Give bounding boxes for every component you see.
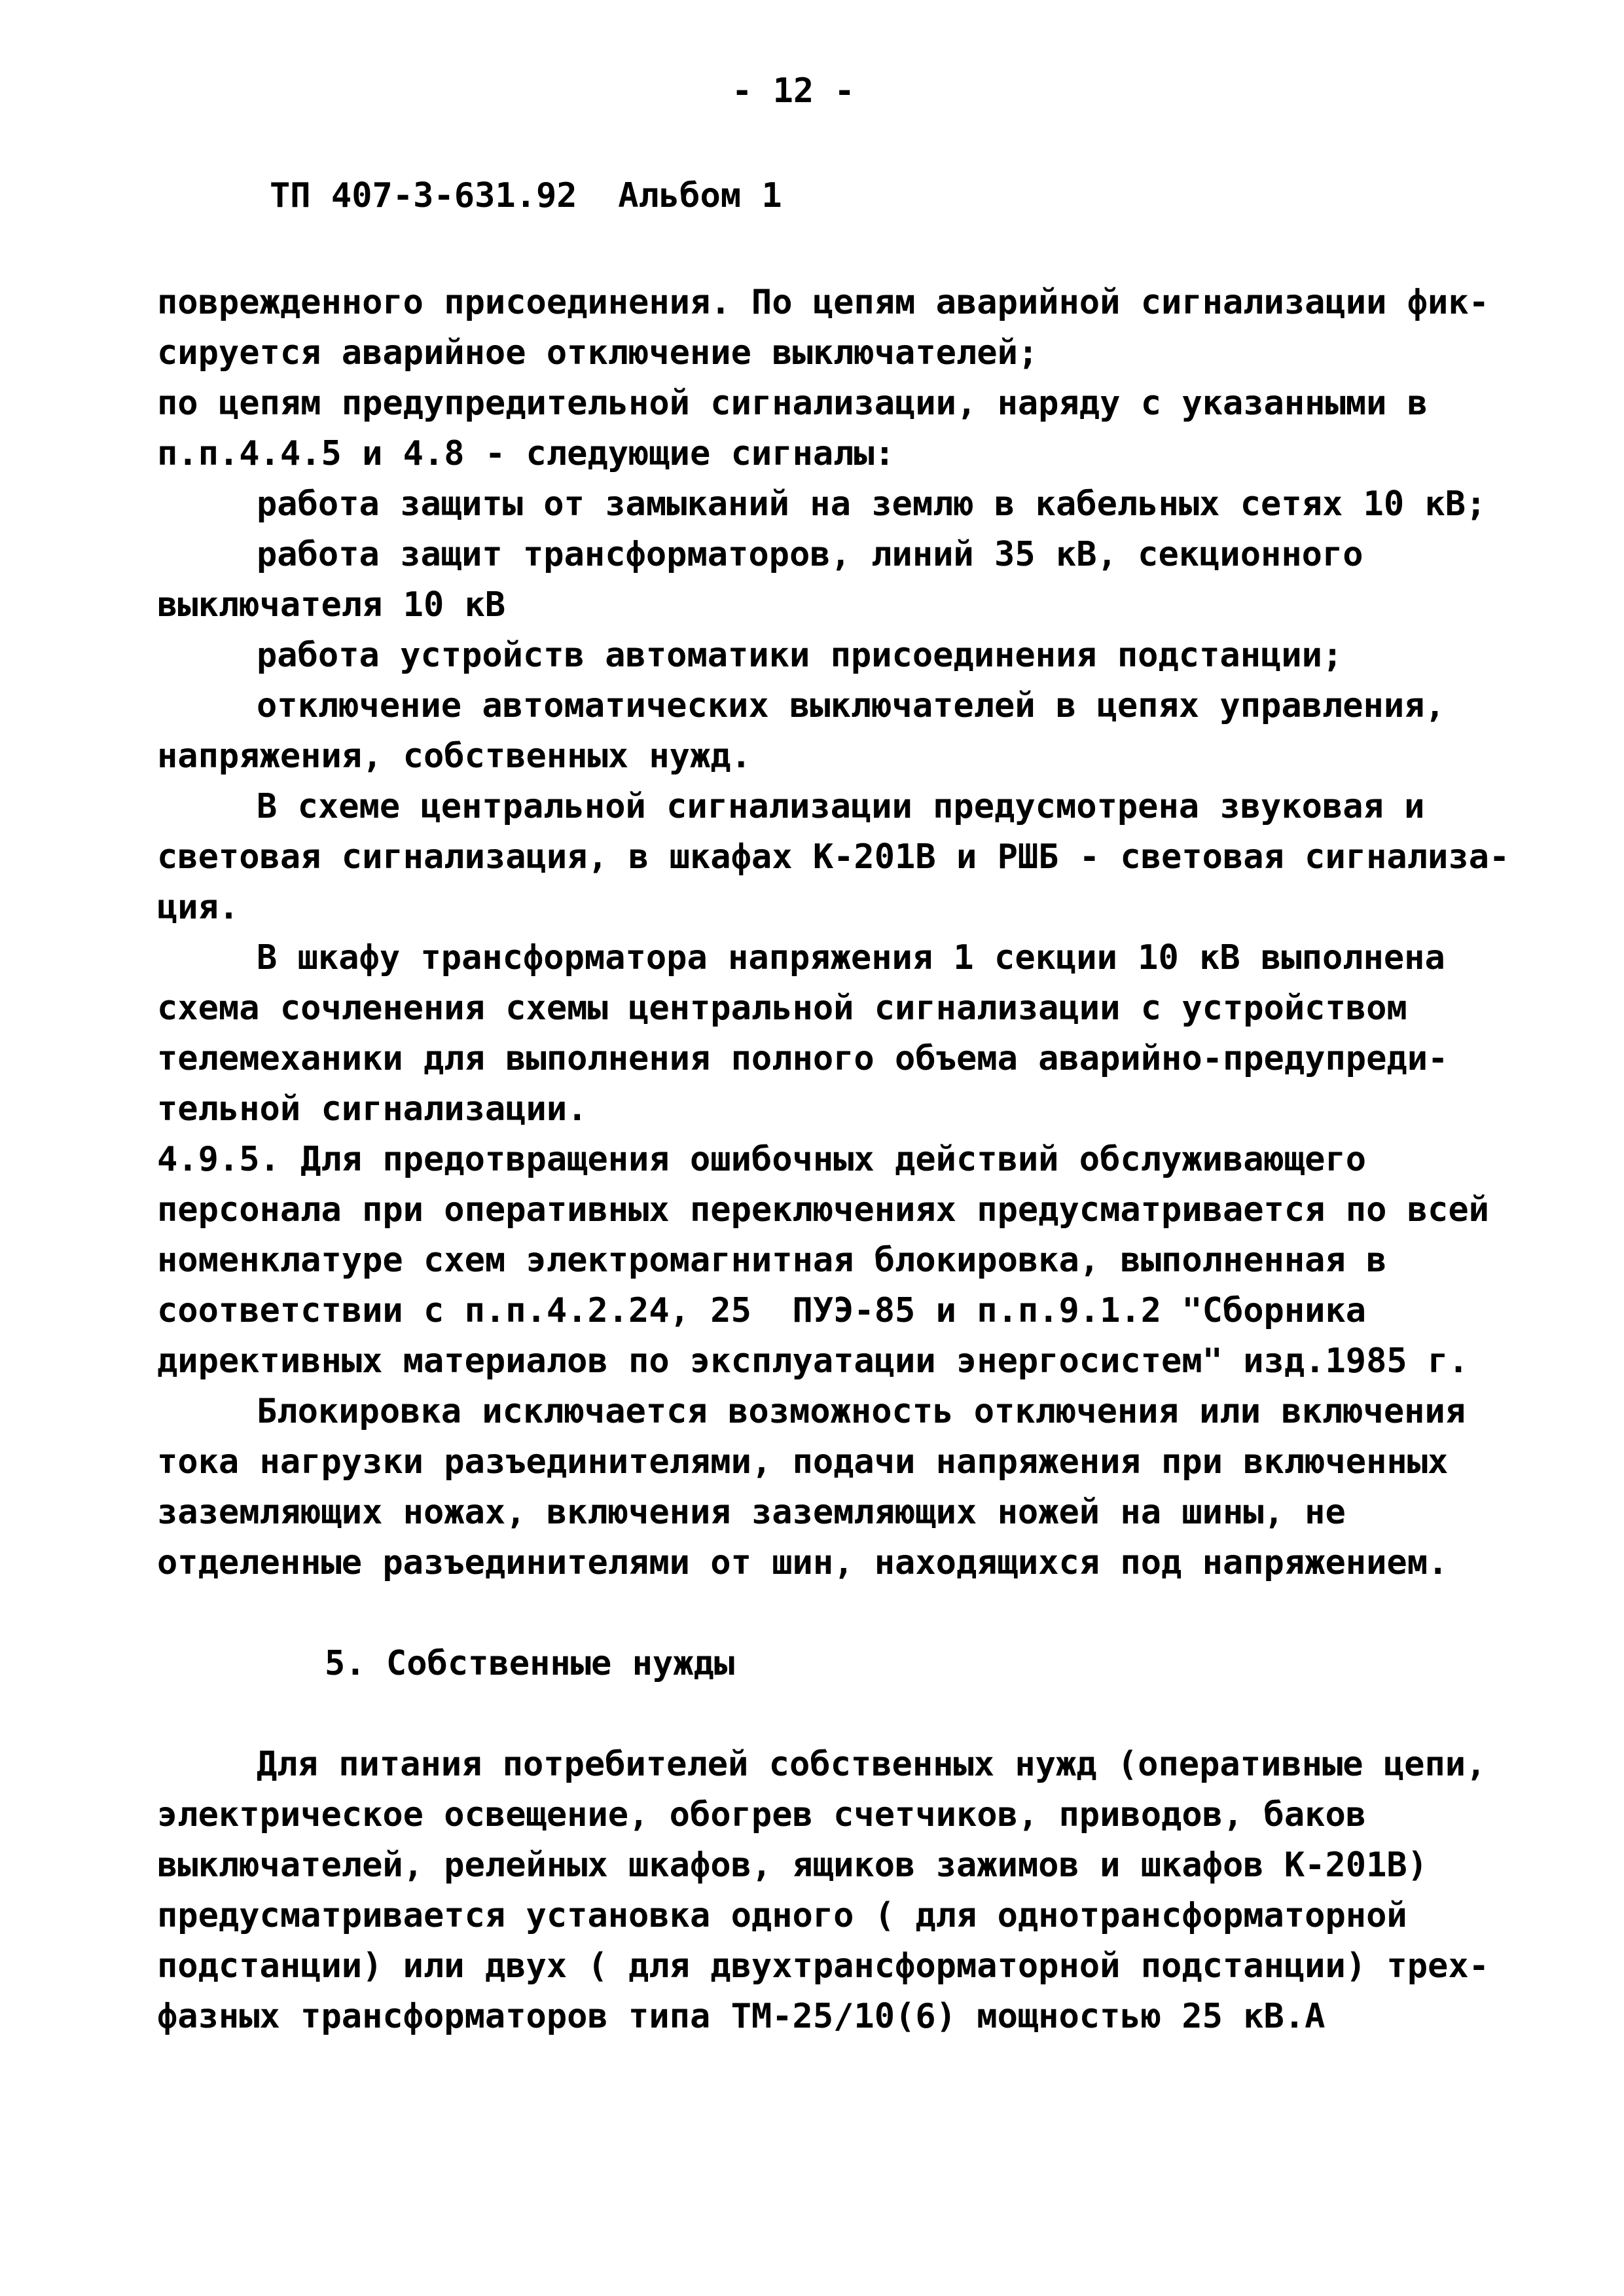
text-line: В схеме центральной сигнализации предусмотрена звуковая и [257, 787, 1425, 826]
text-line: подстанции) или двух ( для двухтрансформаторной подстанции) трех- [157, 1946, 1489, 1986]
text-line: фазных трансформаторов типа ТМ-25/10(6) мощностью 25 кВ.А [157, 1997, 1326, 2036]
text-line: напряжения, собственных нужд. [157, 737, 751, 776]
text-line: 4.9.5. Для предотвращения ошибочных действий обслуживающего [157, 1140, 1367, 1179]
text-line: сируется аварийное отключение выключателей; [157, 333, 1039, 373]
page-number: - 12 - [732, 71, 855, 111]
text-line: отключение автоматических выключателей в цепях управления, [257, 686, 1445, 725]
text-line: тока нагрузки разъединителями, подачи напряжения при включенных [157, 1442, 1449, 1482]
text-line: В шкафу трансформатора напряжения 1 секции 10 кВ выполнена [257, 938, 1445, 977]
text-line: предусматривается установка одного ( для однотрансформаторной [157, 1896, 1407, 1935]
text-line: Блокировка исключается возможность отключения или включения [257, 1392, 1466, 1431]
text-line: работа устройств автоматики присоединения подстанции; [257, 636, 1343, 675]
text-line: электрическое освещение, обогрев счетчиков, приводов, баков [157, 1795, 1367, 1834]
document-body [157, 278, 1551, 2042]
text-line: телемеханики для выполнения полного объема аварийно-предупреди- [157, 1039, 1449, 1078]
blank-line [157, 1689, 1551, 1740]
text-line: заземляющих ножах, включения заземляющих ножей на шины, не [157, 1493, 1346, 1532]
blank-line [157, 1588, 1551, 1639]
text-line: п.п.4.4.5 и 4.8 - следующие сигналы: [157, 434, 895, 473]
text-line: ция. [157, 888, 240, 927]
text-line: схема сочленения схемы центральной сигнализации с устройством [157, 989, 1407, 1028]
text-line: номенклатуре схем электромагнитная блокировка, выполненная в [157, 1241, 1387, 1280]
document-header: ТП 407-3-631.92 Альбом 1 [270, 176, 782, 215]
text-line: отделенные разъединителями от шин, находящихся под напряжением. [157, 1543, 1449, 1582]
text-line: работа защит трансформаторов, линий 35 кВ, секционного [257, 535, 1363, 574]
text-line: соответствии с п.п.4.2.24, 25 ПУЭ-85 и п.п.9.1.2 "Сборника [157, 1291, 1367, 1330]
text-line: персонала при оперативных переключениях предусматривается по всей [157, 1190, 1489, 1230]
text-line: выключателя 10 кВ [157, 585, 506, 625]
text-line: выключателей, релейных шкафов, ящиков зажимов и шкафов К-201В) [157, 1846, 1428, 1885]
text-line: световая сигнализация, в шкафах К-201В и РШБ - световая сигнализа- [157, 837, 1510, 877]
text-line: тельной сигнализации. [157, 1089, 588, 1129]
text-line: по цепям предупредительной сигнализации, наряду с указанными в [157, 384, 1428, 423]
text-line: 5. Собственные нужды [325, 1644, 735, 1683]
text-line: Для питания потребителей собственных нужд (оперативные цепи, [257, 1745, 1487, 1784]
text-line: директивных материалов по эксплуатации энергосистем" изд.1985 г. [157, 1341, 1469, 1381]
text-line: поврежденного присоединения. По цепям аварийной сигнализации фик- [157, 283, 1489, 322]
text-line: работа защиты от замыканий на землю в кабельных сетях 10 кВ; [257, 484, 1487, 524]
